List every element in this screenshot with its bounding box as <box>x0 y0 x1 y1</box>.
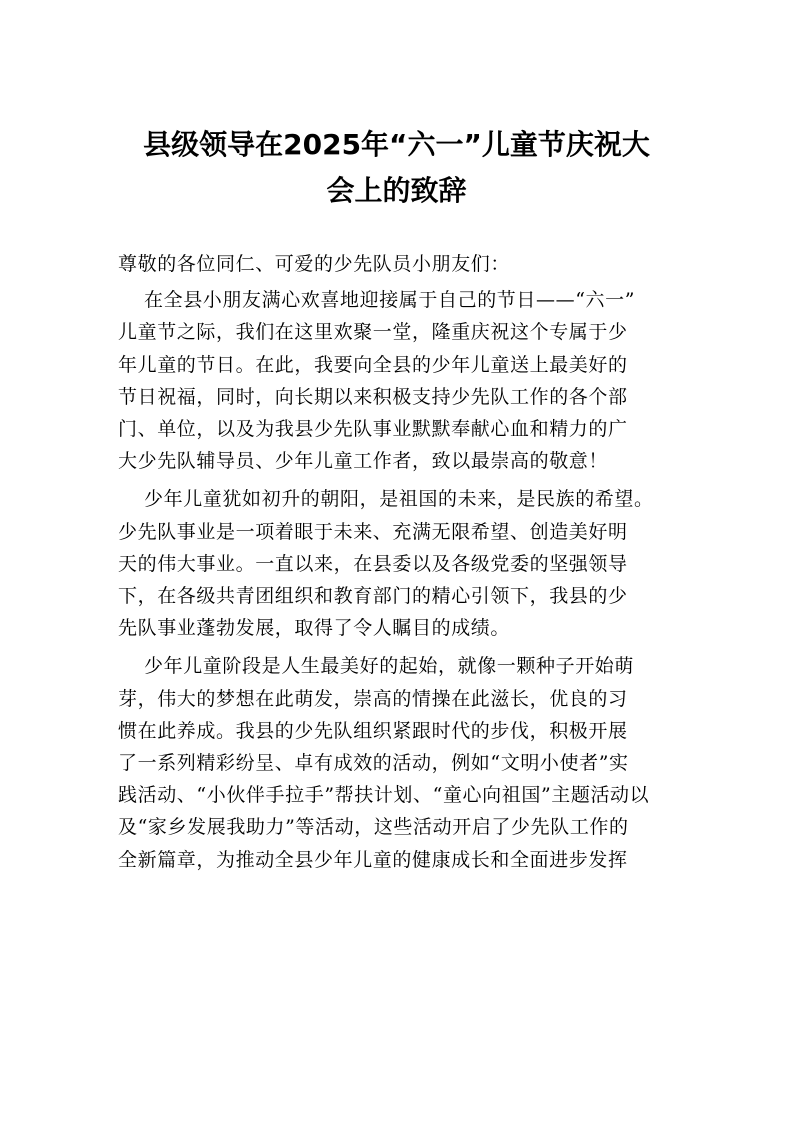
title-line-2: 会上的致辞 <box>326 174 467 207</box>
paragraph-line: 少年儿童阶段是人生最美好的起始，就像一颗种子开始萌 <box>144 655 635 678</box>
paragraph-line: 天的伟大事业。一直以来，在县委以及各级党委的坚强领导 <box>118 552 628 575</box>
paragraph-line: 了一系列精彩纷呈、卓有成效的活动，例如“文明小使者”实 <box>118 752 629 775</box>
salutation: 尊敬的各位同仁、可爱的少先队员小朋友们： <box>118 253 511 275</box>
paragraph-line: 先队事业蓬勃发展，取得了令人瞩目的成绩。 <box>118 617 511 640</box>
document-body <box>118 248 682 882</box>
paragraph-1 <box>118 284 682 477</box>
paragraph-line: 全新篇章，为推动全县少年儿童的健康成长和全面进步发挥 <box>118 848 628 871</box>
paragraph-line: 在全县小朋友满心欢喜地迎接属于自己的节日——“六一” <box>144 289 636 312</box>
paragraph-line: 节日祝福，同时，向长期以来积极支持少先队工作的各个部 <box>118 385 628 408</box>
paragraph-line: 儿童节之际，我们在这里欢聚一堂，隆重庆祝这个专属于少 <box>118 321 628 344</box>
paragraph-line: 少先队事业是一项着眼于未来、充满无限希望、创造美好明 <box>118 520 628 543</box>
paragraph-line: 践活动、“小伙伴手拉手”帮扶计划、“童心向祖国”主题活动以 <box>118 784 650 807</box>
paragraph-2 <box>118 483 682 644</box>
title-line-1: 县级领导在2025年“六一”儿童节庆祝大 <box>143 128 650 161</box>
paragraph-line: 少年儿童犹如初升的朝阳，是祖国的未来，是民族的希望。 <box>144 488 654 511</box>
paragraph-line: 惯在此养成。我县的少先队组织紧跟时代的步伐，积极开展 <box>118 719 628 742</box>
paragraph-line: 门、单位，以及为我县少先队事业默默奉献心血和精力的广 <box>118 418 628 441</box>
document-title <box>118 122 675 214</box>
paragraph-line: 及“家乡发展我助力”等活动，这些活动开启了少先队工作的 <box>118 816 629 839</box>
paragraph-line: 年儿童的节日。在此，我要向全县的少年儿童送上最美好的 <box>118 353 628 376</box>
paragraph-line: 下，在各级共青团组织和教育部门的精心引领下，我县的少 <box>118 585 628 608</box>
paragraph-3 <box>118 650 682 875</box>
paragraph-line: 芽，伟大的梦想在此萌发，崇高的情操在此滋长，优良的习 <box>118 687 628 710</box>
paragraph-line: 大少先队辅导员、少年儿童工作者，致以最崇高的敬意！ <box>118 450 609 473</box>
